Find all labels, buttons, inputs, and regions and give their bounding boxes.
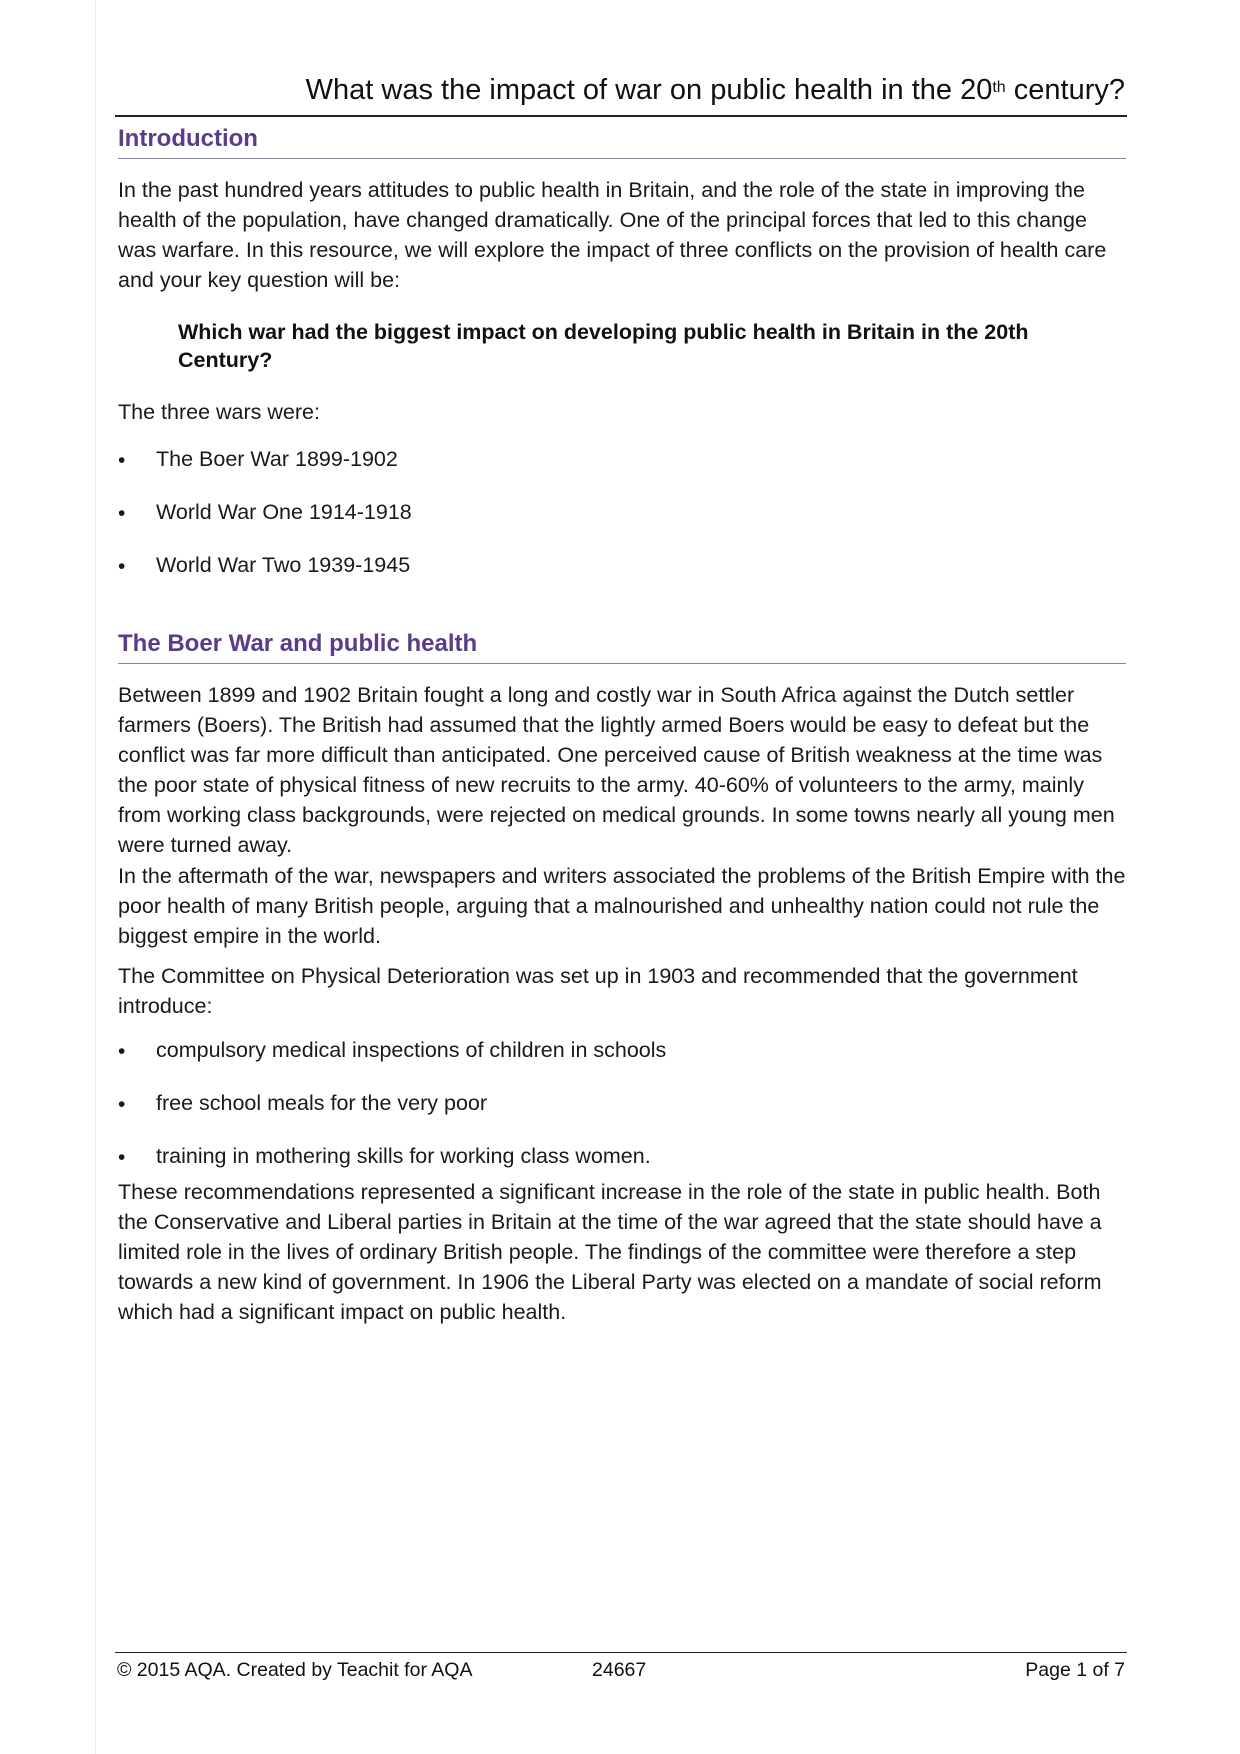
page-header [115,70,1127,117]
page-edge [95,0,96,1754]
intro-paragraph: In the past hundred years attitudes to public health in Britain, and the role of the state in improving the health of the population, have changed dramatically. One of the principal forces that led to this change was warfare. In this resource, we will explore the impact of three conflicts on the provision of health care and your key question will be: [118,178,1107,292]
bullet-icon: • [118,1040,126,1063]
footer-resource-code: 24667 [592,1659,647,1681]
bullet-icon: • [118,1146,126,1169]
title-prefix: What was the impact of war on public health in the 20 [305,74,993,106]
bullet-icon: • [118,502,126,525]
boer-heading: The Boer War and public health [118,629,1126,664]
title-superscript: th [992,79,1006,96]
boer-paragraph-1: Between 1899 and 1902 Britain fought a long and costly war in South Africa against the Dutch settler farmers (Boers). The British had assumed that the lightly armed Boers would be easy to defeat but the conflict was far more difficult than anticipated. One perceived cause of British weakness at the time was the poor state of physical fitness of new recruits to the army. 40-60% of volunteers to the army, mainly from working class backgrounds, were rejected on medical grounds. In some towns nearly all young men were turned away. [118,683,1115,857]
recommendation-label: free school meals for the very poor [156,1091,488,1115]
boer-paragraph-3: The Committee on Physical Deterioration was set up in 1903 and recommended that the government introduce: [118,964,1078,1018]
recommendation-label: training in mothering skills for working class women. [156,1144,651,1168]
title-suffix: century? [1005,74,1125,106]
bullet-icon: • [118,449,126,472]
key-question: Which war had the biggest impact on developing public health in Britain in the 20th Century? [178,320,1029,372]
bullet-icon: • [118,1093,126,1116]
war-label: World War Two 1939-1945 [156,553,411,577]
page-footer [115,1652,1127,1683]
war-label: The Boer War 1899-1902 [156,447,398,471]
war-label: World War One 1914-1918 [156,500,412,524]
list-item [118,497,412,550]
list-item [118,1088,666,1141]
list-item [118,1035,666,1088]
boer-paragraph-2: In the aftermath of the war, newspapers and writers associated the problems of the British Empire with the poor health of many British people, arguing that a malnourished and unhealthy nation could not rule the biggest empire in the world. [118,864,1126,948]
wars-intro: The three wars were: [118,400,320,424]
list-item [118,550,412,603]
bullet-icon: • [118,555,126,578]
list-item [118,444,412,497]
recommendations-list [118,1035,666,1194]
document-title [306,70,1125,110]
wars-list [118,444,412,603]
recommendation-label: compulsory medical inspections of children in schools [156,1038,667,1062]
boer-paragraph-4: These recommendations represented a significant increase in the role of the state in public health. Both the Conservative and Liberal parties in Britain at the time of the war agreed that the state should have a limited role in the lives of ordinary British people. The findings of the committee were therefore a step towards a new kind of government. In 1906 the Liberal Party was elected on a mandate of social reform which had a significant impact on public health. [118,1180,1102,1324]
footer-copyright: © 2015 AQA. Created by Teachit for AQA [117,1659,473,1681]
footer-page-number: Page 1 of 7 [1025,1659,1125,1681]
intro-heading: Introduction [118,124,1126,159]
